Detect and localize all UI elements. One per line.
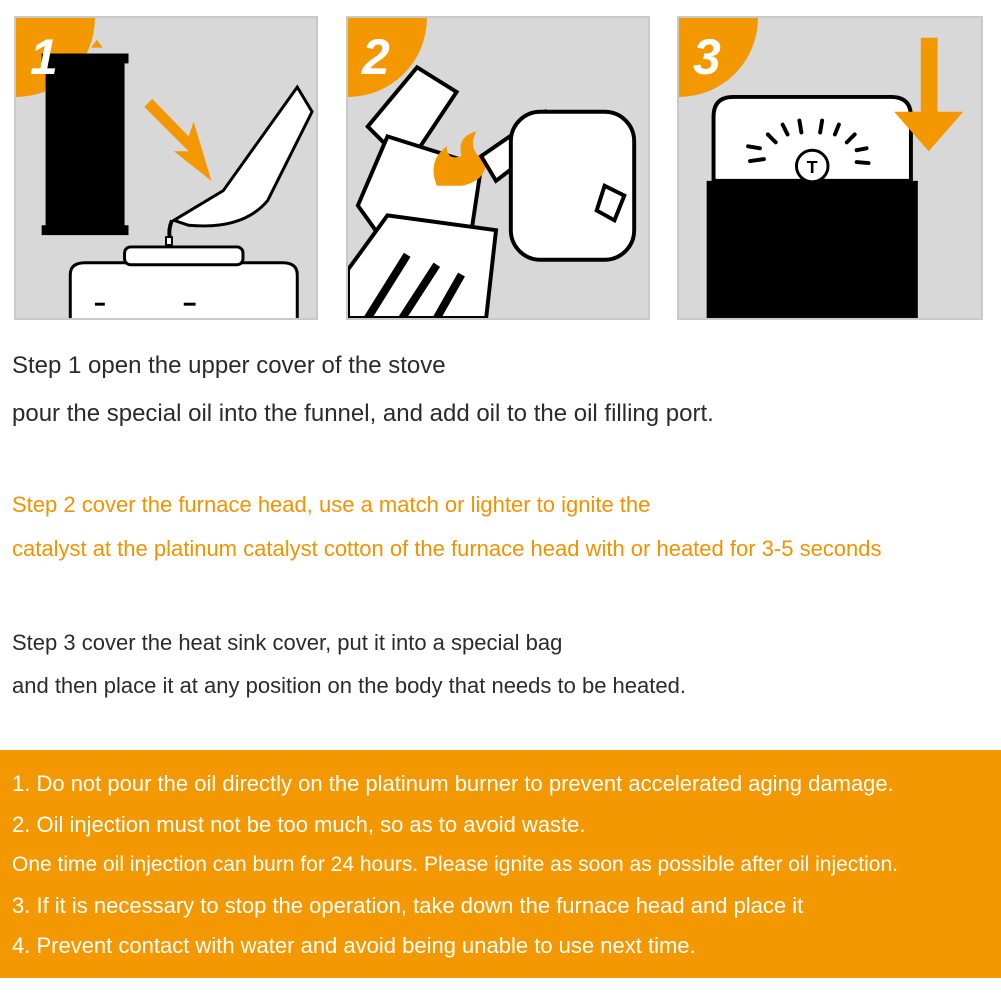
step-2-line-2: catalyst at the platinum catalyst cotton of the furnace head with or heated for 3-5 seconds (12, 536, 882, 561)
step-number-badge: 1 (30, 29, 58, 85)
step-3-line-2: and then place it at any position on the body that needs to be heated. (12, 673, 686, 698)
note-item: 4. Prevent contact with water and avoid being unable to use next time. (12, 933, 696, 958)
svg-text:T: T (806, 156, 818, 177)
step-number-badge: 2 (362, 29, 390, 85)
ignite-lighter-illustration (348, 18, 648, 318)
note-item: 2. Oil injection must not be too much, so as to avoid waste. (12, 812, 586, 837)
step-3-line-1: Step 3 cover the heat sink cover, put it into a special bag (12, 630, 563, 655)
step-2-panel (346, 16, 650, 320)
step-number-badge: 3 (693, 29, 721, 85)
note-item: 1. Do not pour the oil directly on the platinum burner to prevent accelerated aging damage. (12, 771, 894, 796)
step-1-line-1: Step 1 open the upper cover of the stove (12, 352, 446, 379)
pour-oil-illustration (16, 18, 316, 318)
step-3-panel (677, 16, 983, 320)
step-1-panel (14, 16, 318, 320)
note-item: 3. If it is necessary to stop the operation, take down the furnace head and place it (12, 893, 804, 918)
notes-panel (0, 750, 1001, 978)
step-1-line-2: pour the special oil into the funnel, and add oil to the oil filling port. (12, 400, 714, 427)
step-2-line-1: Step 2 cover the furnace head, use a match or lighter to ignite the (12, 492, 651, 517)
note-item: One time oil injection can burn for 24 hours. Please ignite as soon as possible after oil injection. (12, 853, 898, 876)
cover-heat-sink-illustration (679, 18, 981, 318)
